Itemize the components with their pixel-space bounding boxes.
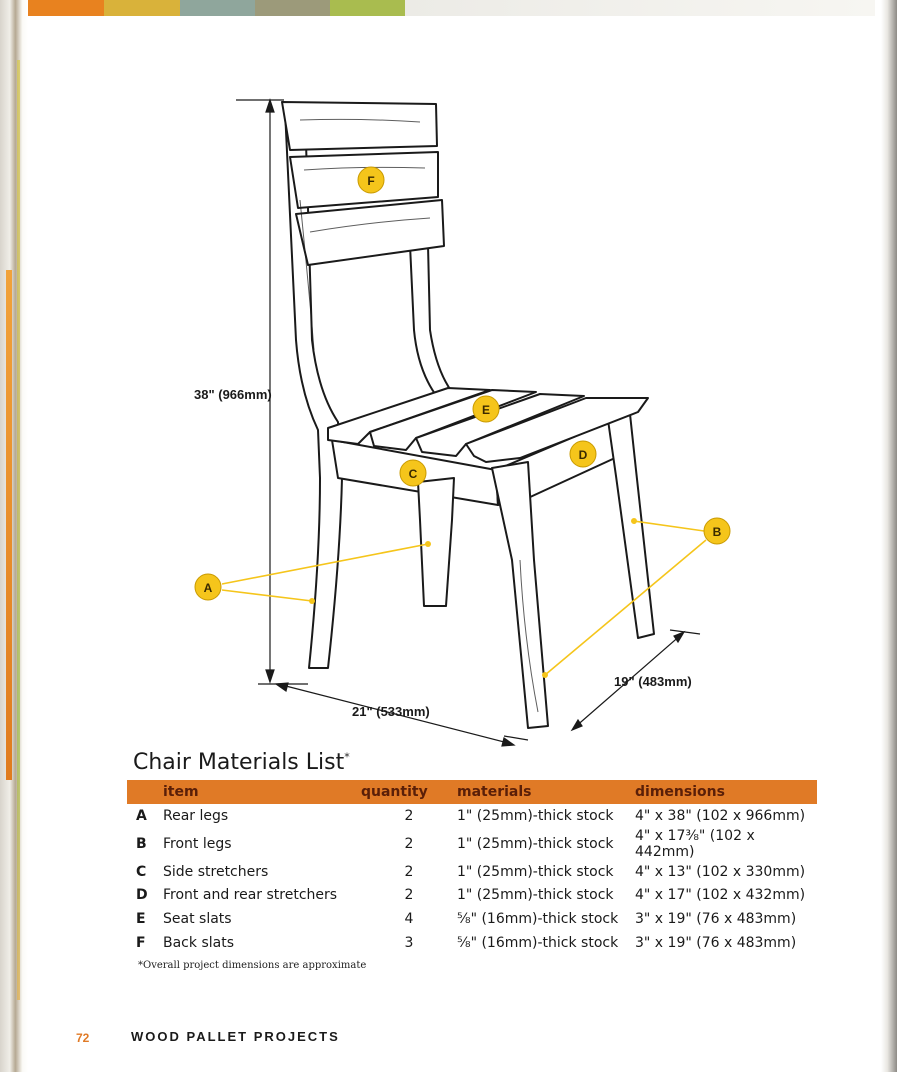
- rear-leg-right: [410, 245, 452, 398]
- table-row: [127, 860, 817, 884]
- materials-table-header: [127, 780, 817, 804]
- back-slat-top: [282, 102, 437, 150]
- dimensions-footnote: *Overall project dimensions are approximate: [138, 960, 367, 971]
- header-dimensions: dimensions: [635, 784, 725, 800]
- materials-title-mark: *: [344, 750, 350, 764]
- callout-a-badge: [195, 574, 221, 600]
- row-materials: 1" (25mm)-thick stock: [457, 887, 614, 904]
- running-footer-title: WOOD PALLET PROJECTS: [131, 1029, 340, 1044]
- header-quantity: quantity: [361, 784, 428, 800]
- row-quantity: 4: [404, 911, 414, 928]
- callout-b-label: B: [712, 525, 722, 539]
- row-quantity: 3: [404, 935, 414, 952]
- callout-f-label: F: [367, 174, 375, 188]
- callout-d-badge: [570, 441, 596, 467]
- row-item: Rear legs: [163, 807, 229, 824]
- table-row: [127, 828, 817, 860]
- depth-dimension-label: 19" (483mm): [614, 674, 692, 689]
- row-item: Seat slats: [163, 911, 232, 928]
- callout-e-label: E: [481, 403, 491, 417]
- width-dimension-label: 21" (533mm): [352, 704, 430, 719]
- row-letter: D: [136, 887, 148, 904]
- row-materials: 1" (25mm)-thick stock: [457, 807, 614, 824]
- page-number: 72: [76, 1031, 90, 1045]
- row-dimensions: 4" x 17⅜" (102 x 442mm): [635, 827, 755, 860]
- table-row: [127, 804, 817, 828]
- row-dimensions: 3" x 19" (76 x 483mm): [635, 911, 797, 928]
- row-item: Front and rear stretchers: [163, 887, 338, 904]
- header-item: item: [163, 784, 199, 800]
- front-leg-right: [608, 414, 654, 638]
- row-materials: ⅝" (16mm)-thick stock: [457, 911, 619, 928]
- row-letter: C: [136, 863, 147, 880]
- callout-e-badge: [473, 396, 499, 422]
- callout-c-badge: [400, 460, 426, 486]
- rear-leg-far-lower: [418, 478, 454, 606]
- table-row: [127, 907, 817, 931]
- row-materials: 1" (25mm)-thick stock: [457, 863, 614, 880]
- row-letter: B: [136, 835, 147, 852]
- row-item: Back slats: [163, 935, 234, 952]
- callout-c-label: C: [408, 467, 418, 481]
- table-row: [127, 931, 817, 955]
- row-item: Side stretchers: [163, 863, 269, 880]
- front-leg-left: [492, 462, 548, 728]
- height-dimension-label: 38" (966mm): [194, 387, 272, 402]
- row-letter: F: [136, 935, 146, 952]
- header-materials: materials: [457, 784, 532, 800]
- row-materials: ⅝" (16mm)-thick stock: [457, 935, 619, 952]
- row-quantity: 2: [404, 863, 414, 880]
- materials-table: [127, 780, 817, 955]
- row-letter: A: [136, 807, 147, 824]
- table-row: [127, 884, 817, 908]
- row-quantity: 2: [404, 887, 414, 904]
- materials-list-title: [133, 750, 350, 775]
- row-materials: 1" (25mm)-thick stock: [457, 835, 614, 852]
- row-item: Front legs: [163, 835, 232, 852]
- materials-title-text: Chair Materials List: [133, 750, 345, 775]
- callout-d-label: D: [578, 448, 588, 462]
- callout-a-label: A: [203, 581, 213, 595]
- row-dimensions: 3" x 19" (76 x 483mm): [635, 935, 797, 952]
- row-dimensions: 4" x 38" (102 x 966mm): [635, 807, 806, 824]
- row-dimensions: 4" x 17" (102 x 432mm): [635, 887, 806, 904]
- row-letter: E: [136, 911, 146, 928]
- callout-f-badge: [358, 167, 384, 193]
- row-dimensions: 4" x 13" (102 x 330mm): [635, 863, 806, 880]
- row-quantity: 2: [404, 807, 414, 824]
- row-quantity: 2: [404, 835, 414, 852]
- callout-b-badge: [704, 518, 730, 544]
